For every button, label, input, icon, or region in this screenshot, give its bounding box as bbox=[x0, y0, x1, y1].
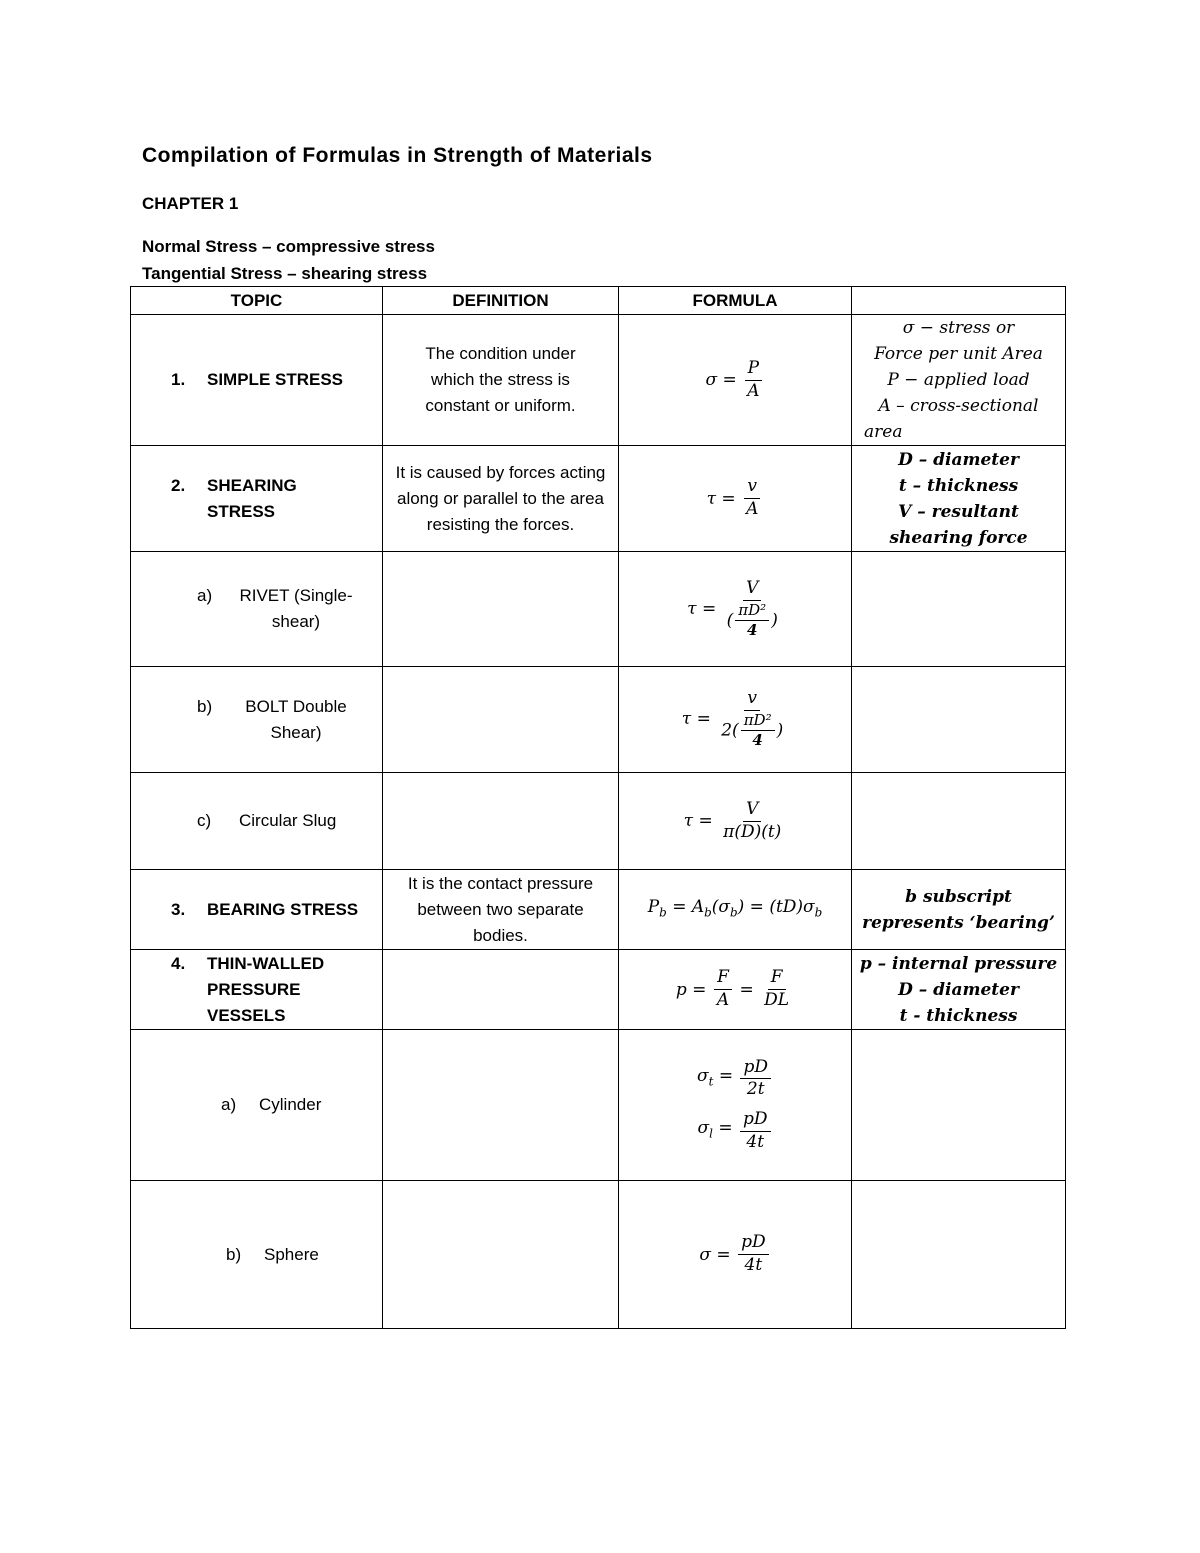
note-line: area bbox=[864, 422, 903, 442]
numerator: F bbox=[768, 968, 786, 990]
longitudinal-stress-formula bbox=[625, 1110, 845, 1152]
topic-cell bbox=[131, 870, 383, 950]
tangential-stress-line: Tangential Stress – shearing stress bbox=[142, 264, 428, 283]
formula-cell bbox=[619, 667, 852, 773]
fraction bbox=[744, 359, 762, 401]
row-number: 1. bbox=[171, 370, 186, 389]
chapter-heading: CHAPTER 1 bbox=[142, 194, 239, 213]
definition-cell: The condition under which the stress is constant or uniform. bbox=[383, 315, 619, 446]
fraction bbox=[724, 579, 781, 639]
note-line: b subscript bbox=[905, 886, 1012, 907]
denominator bbox=[724, 601, 781, 640]
topic-label: Circular Slug bbox=[239, 811, 337, 830]
topic-label: Sphere bbox=[264, 1244, 319, 1264]
inner-denominator: 4 bbox=[752, 731, 763, 750]
inner-numerator: πD² bbox=[735, 602, 769, 621]
definition-cell bbox=[383, 773, 619, 870]
equals-sign: = bbox=[718, 1066, 734, 1087]
table-row bbox=[131, 552, 1066, 667]
table-row bbox=[131, 667, 1066, 773]
note-line: D – diameter bbox=[898, 449, 1019, 470]
topic-cell bbox=[131, 950, 383, 1030]
notes-cell bbox=[852, 446, 1066, 552]
topic-label: THIN-WALLED PRESSURE VESSELS bbox=[207, 953, 325, 1025]
topic-cell bbox=[131, 1030, 383, 1181]
note-line: p – internal pressure bbox=[859, 953, 1058, 974]
formula-cell bbox=[619, 446, 852, 552]
definition-cell bbox=[383, 667, 619, 773]
notes-cell bbox=[852, 950, 1066, 1030]
formula-lhs bbox=[698, 1115, 733, 1146]
denominator: DL bbox=[764, 990, 790, 1010]
bearing-formula: $P_b = A_b(\sigma_b) = (tD)\sigma_b$ bbox=[647, 896, 823, 920]
numerator: pD bbox=[740, 1058, 771, 1080]
table-row bbox=[131, 1181, 1066, 1329]
table-row bbox=[131, 773, 1066, 870]
table-row bbox=[131, 315, 1066, 446]
note-line: Force per unit Area bbox=[874, 344, 1043, 364]
topic-label: BEARING STRESS bbox=[207, 899, 359, 919]
inner-fraction bbox=[735, 602, 769, 640]
header-topic: TOPIC bbox=[131, 287, 383, 315]
formula-cell bbox=[619, 950, 852, 1030]
notes-cell bbox=[852, 1181, 1066, 1329]
formula-lhs: p = bbox=[675, 979, 707, 1000]
note-line: P − applied load bbox=[887, 370, 1030, 390]
row-letter: a) bbox=[197, 586, 213, 605]
table-row bbox=[131, 446, 1066, 552]
note-line: σ − stress or bbox=[902, 318, 1015, 338]
row-number: 2. bbox=[171, 475, 186, 495]
notes-cell bbox=[852, 773, 1066, 870]
equals-sign: = bbox=[718, 1118, 733, 1139]
sigma: σ bbox=[697, 1066, 709, 1087]
equals-sign: = bbox=[739, 979, 754, 1000]
paren-open: 2( bbox=[721, 720, 739, 741]
normal-stress-line: Normal Stress – compressive stress bbox=[142, 237, 435, 256]
formula-lhs: τ = bbox=[687, 598, 717, 619]
formula-cell bbox=[619, 1181, 852, 1329]
denominator: 4t bbox=[744, 1255, 763, 1275]
topic-cell bbox=[131, 446, 383, 552]
header-definition: DEFINITION bbox=[383, 287, 619, 315]
numerator: P bbox=[745, 359, 762, 381]
topic-cell bbox=[131, 315, 383, 446]
formula-lhs: τ = bbox=[706, 488, 736, 509]
topic-cell bbox=[131, 552, 383, 667]
topic-cell bbox=[131, 773, 383, 870]
notes-cell bbox=[852, 552, 1066, 667]
topic-cell bbox=[131, 1181, 383, 1329]
numerator: v bbox=[744, 477, 760, 499]
paren-close: ) bbox=[771, 609, 778, 630]
formula-cell bbox=[619, 315, 852, 446]
definition-cell bbox=[383, 1181, 619, 1329]
header-formula: FORMULA bbox=[619, 287, 852, 315]
topic-cell bbox=[131, 667, 383, 773]
topic-label: SHEARING STRESS bbox=[207, 475, 297, 521]
inner-denominator: 4 bbox=[747, 620, 758, 639]
formula-cell bbox=[619, 552, 852, 667]
inner-fraction bbox=[741, 712, 775, 750]
denominator: A bbox=[716, 990, 730, 1010]
note-line: V – resultant bbox=[898, 501, 1019, 522]
row-letter: a) bbox=[221, 1095, 237, 1114]
topic-label: RIVET (Single-shear) bbox=[239, 586, 353, 631]
note-line: A – cross-sectional bbox=[878, 396, 1039, 416]
document-title: Compilation of Formulas in Strength of Materials bbox=[142, 144, 653, 167]
definition-cell: It is the contact pressure between two separate bodies. bbox=[383, 870, 619, 950]
sigma: σ bbox=[697, 1118, 710, 1139]
table-row bbox=[131, 1030, 1066, 1181]
fraction bbox=[743, 477, 761, 519]
numerator: V bbox=[743, 800, 761, 822]
subscript: l bbox=[709, 1126, 713, 1141]
subscript: t bbox=[708, 1074, 714, 1089]
denominator: π(D)(t) bbox=[723, 821, 782, 842]
formula-lhs: σ = bbox=[705, 370, 737, 390]
fraction bbox=[718, 689, 786, 749]
inner-numerator: πD² bbox=[741, 712, 775, 731]
row-letter: b) bbox=[226, 1244, 242, 1264]
formula-cell bbox=[619, 870, 852, 950]
denominator: A bbox=[747, 380, 760, 401]
fraction bbox=[714, 968, 732, 1010]
denominator bbox=[718, 711, 786, 750]
notes-cell bbox=[852, 1030, 1066, 1181]
fraction bbox=[738, 1233, 769, 1275]
formula-lhs bbox=[697, 1063, 733, 1094]
denominator: 4t bbox=[746, 1131, 765, 1152]
table-row bbox=[131, 950, 1066, 1030]
paren-open: ( bbox=[726, 609, 734, 630]
row-number: 3. bbox=[171, 899, 186, 919]
numerator: pD bbox=[740, 1110, 771, 1132]
definition-cell bbox=[383, 1030, 619, 1181]
row-letter: b) bbox=[197, 696, 213, 716]
numerator: v bbox=[744, 689, 760, 711]
formula-lhs: τ = bbox=[681, 709, 711, 730]
header-notes bbox=[852, 287, 1066, 315]
note-line: t - thickness bbox=[899, 1005, 1018, 1026]
row-letter: c) bbox=[197, 811, 212, 830]
note-line: t – thickness bbox=[898, 475, 1019, 496]
hoop-stress-formula bbox=[625, 1058, 845, 1100]
paren-close: ) bbox=[776, 720, 784, 741]
fraction bbox=[720, 800, 784, 842]
formula-cell bbox=[619, 773, 852, 870]
definition-cell bbox=[383, 552, 619, 667]
fraction bbox=[761, 968, 792, 1010]
topic-label: BOLT Double Shear) bbox=[245, 696, 347, 742]
numerator: pD bbox=[738, 1233, 769, 1255]
row-number: 4. bbox=[171, 953, 186, 973]
topic-label: SIMPLE STRESS bbox=[207, 370, 344, 389]
definition-cell: It is caused by forces acting along or parallel to the area resisting the forces. bbox=[383, 446, 619, 552]
formula-cell bbox=[619, 1030, 852, 1181]
fraction bbox=[740, 1110, 771, 1152]
denominator: 2t bbox=[746, 1079, 765, 1100]
note-line: shearing force bbox=[889, 527, 1028, 548]
note-line: D – diameter bbox=[898, 979, 1019, 1000]
fraction bbox=[740, 1058, 771, 1100]
notes-cell bbox=[852, 667, 1066, 773]
formula-lhs: σ = bbox=[699, 1244, 731, 1265]
table-row bbox=[131, 870, 1066, 950]
denominator: A bbox=[746, 499, 759, 519]
notes-cell bbox=[852, 315, 1066, 446]
formula-table bbox=[130, 286, 1066, 1329]
numerator: V bbox=[743, 579, 761, 601]
formula-lhs: τ = bbox=[683, 811, 713, 831]
definition-cell bbox=[383, 950, 619, 1030]
numerator: F bbox=[714, 968, 732, 990]
topic-label: Cylinder bbox=[259, 1095, 322, 1114]
table-header-row bbox=[131, 287, 1066, 315]
note-line: represents ‘bearing’ bbox=[862, 912, 1055, 933]
notes-cell bbox=[852, 870, 1066, 950]
